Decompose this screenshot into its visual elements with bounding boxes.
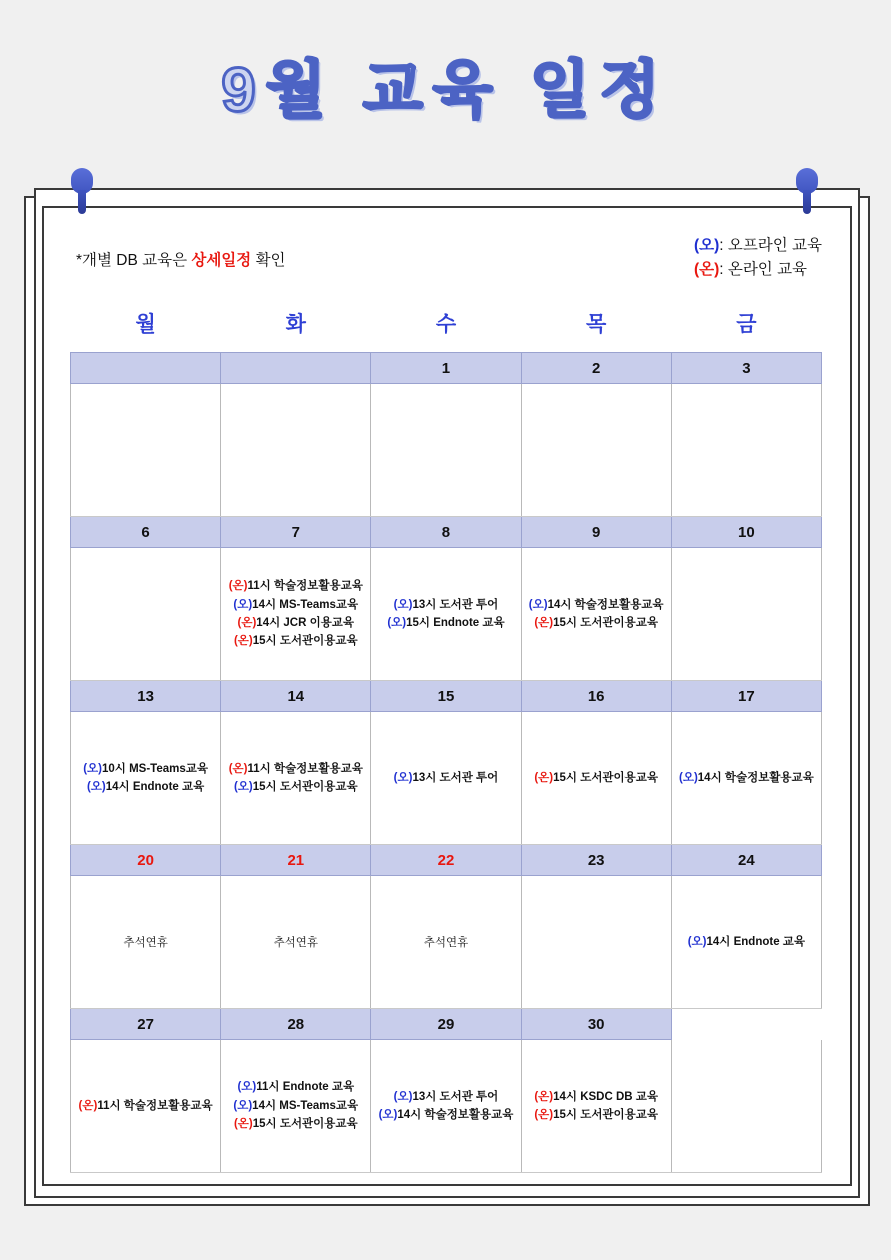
calendar-event xyxy=(373,1106,518,1124)
event-offline-tag: (오) xyxy=(233,1099,253,1112)
calendar-event xyxy=(223,1078,368,1096)
calendar-day-cell xyxy=(521,712,671,845)
legend-online-tag: (온) xyxy=(693,261,720,279)
calendar-day-cell xyxy=(221,384,371,517)
event-text: 11시 Endnote 교육 xyxy=(256,1081,355,1094)
calendar-day-cell xyxy=(671,876,821,1009)
calendar-day-number: 8 xyxy=(371,517,521,548)
event-online-tag: (온) xyxy=(534,771,554,784)
event-offline-tag: (오) xyxy=(86,781,106,793)
calendar-day-cell xyxy=(671,712,821,845)
pushpin-needle xyxy=(78,190,86,214)
event-text: 11시 학술정보활용교육 xyxy=(247,580,363,593)
note-highlight: 상세일정 xyxy=(191,252,252,269)
calendar-event xyxy=(223,596,368,614)
calendar-event xyxy=(524,1106,669,1124)
legend-offline-tag: (오) xyxy=(693,237,720,254)
event-online-tag: (온) xyxy=(233,1118,253,1131)
calendar-day-number: 27 xyxy=(71,1009,221,1040)
calendar-events-row xyxy=(71,712,822,845)
legend xyxy=(694,234,822,282)
calendar-day-number: 9 xyxy=(521,517,671,548)
event-online-tag: (온) xyxy=(228,580,248,593)
calendar-day-number: 23 xyxy=(521,845,671,876)
event-online-tag: (온) xyxy=(534,1090,554,1103)
holiday-label: 추석연휴 xyxy=(123,937,168,949)
calendar-day-number-empty xyxy=(71,353,221,384)
holiday-label: 추석연휴 xyxy=(423,937,469,949)
calendar-day-cell xyxy=(71,712,221,845)
calendar-daynum-row xyxy=(71,1009,822,1040)
calendar-events-row xyxy=(71,876,822,1009)
calendar-day-number-empty xyxy=(221,353,371,384)
calendar-daynum-row xyxy=(71,845,822,876)
calendar-day-number: 13 xyxy=(71,681,221,712)
calendar-day-cell xyxy=(671,1040,821,1173)
event-text: 14시 Endnote 교육 xyxy=(105,781,205,793)
calendar-event xyxy=(223,632,368,650)
calendar-day-number: 3 xyxy=(671,353,821,384)
calendar-event xyxy=(223,778,368,796)
weekday-thu: 목 xyxy=(586,313,607,336)
calendar-day-cell xyxy=(371,384,521,517)
calendar-day-cell xyxy=(671,384,821,517)
event-text: 15시 Endnote 교육 xyxy=(406,617,505,629)
calendar-day-cell xyxy=(221,548,371,681)
calendar-event xyxy=(223,1097,368,1115)
event-text: 13시 도서관 투어 xyxy=(412,598,499,611)
calendar-day-number: 21 xyxy=(221,845,371,876)
legend-item-online xyxy=(694,258,822,282)
holiday-label: 추석연휴 xyxy=(273,937,318,949)
calendar-day-number: 7 xyxy=(221,517,371,548)
calendar-day-cell xyxy=(521,1040,671,1173)
event-text: 15시 도서관이용교육 xyxy=(553,1109,658,1121)
event-offline-tag: (오) xyxy=(233,598,253,611)
calendar-day-number: 24 xyxy=(671,845,821,876)
event-text: 14시 학술정보활용교육 xyxy=(397,1109,514,1121)
event-online-tag: (온) xyxy=(233,635,253,648)
calendar-event xyxy=(373,614,518,632)
calendar-event xyxy=(373,1088,518,1106)
weekday-mon: 월 xyxy=(135,313,156,336)
pushpin-needle xyxy=(803,190,811,214)
event-text: 15시 도서관이용교육 xyxy=(252,1118,358,1131)
calendar-daynum-row xyxy=(71,681,822,712)
calendar-day-cell xyxy=(371,1040,521,1173)
calendar-day-cell xyxy=(521,384,671,517)
calendar-event xyxy=(223,760,368,778)
calendar-event xyxy=(524,614,669,632)
event-online-tag: (온) xyxy=(534,1109,554,1121)
calendar-day-cell xyxy=(371,876,521,1009)
calendar-day-cell xyxy=(671,548,821,681)
weekday-tue: 화 xyxy=(285,313,306,336)
event-offline-tag: (오) xyxy=(393,771,413,784)
event-text: 14시 학술정보활용교육 xyxy=(547,598,664,611)
legend-offline-label: : 오프라인 교육 xyxy=(719,237,822,254)
calendar-event xyxy=(373,596,518,614)
calendar-event xyxy=(73,778,218,796)
event-text: 15시 도서관이용교육 xyxy=(553,617,658,629)
calendar-day-cell xyxy=(371,548,521,681)
event-offline-tag: (오) xyxy=(83,762,102,775)
calendar-day-number: 17 xyxy=(671,681,821,712)
calendar-daynum-row xyxy=(71,517,822,548)
event-text: 15시 도서관이용교육 xyxy=(553,771,658,784)
detail-schedule-note xyxy=(76,248,286,270)
event-offline-tag: (오) xyxy=(687,935,707,948)
calendar-day-cell xyxy=(71,548,221,681)
event-text: 14시 Endnote 교육 xyxy=(706,935,806,948)
event-text: 11시 학술정보활용교육 xyxy=(247,762,363,775)
event-text: 13시 도서관 투어 xyxy=(412,1090,499,1103)
event-text: 13시 도서관 투어 xyxy=(412,771,499,784)
calendar-day-cell xyxy=(71,384,221,517)
calendar-event xyxy=(73,1097,218,1115)
event-offline-tag: (오) xyxy=(387,617,407,629)
calendar-day-cell xyxy=(221,876,371,1009)
calendar-event xyxy=(524,1088,669,1106)
calendar-event xyxy=(674,933,819,951)
pushpin-icon-left xyxy=(71,168,93,214)
event-text: 14시 MS-Teams교육 xyxy=(252,1099,359,1112)
pushpin-icon-right xyxy=(796,168,818,214)
event-text: 14시 JCR 이용교육 xyxy=(256,617,355,629)
calendar-event xyxy=(524,596,669,614)
event-offline-tag: (오) xyxy=(679,771,698,784)
legend-online-label: : 온라인 교육 xyxy=(719,261,808,279)
calendar-event xyxy=(223,1115,368,1133)
calendar-day-number: 6 xyxy=(71,517,221,548)
event-online-tag: (온) xyxy=(78,1099,98,1112)
calendar-day-number-empty xyxy=(671,1009,821,1040)
calendar-day-number: 14 xyxy=(221,681,371,712)
calendar-body xyxy=(71,353,822,1173)
calendar-day-number: 2 xyxy=(521,353,671,384)
event-text: 14시 학술정보활용교육 xyxy=(697,771,814,784)
calendar-day-cell xyxy=(221,712,371,845)
calendar-daynum-row xyxy=(71,353,822,384)
calendar-events-row xyxy=(71,384,822,517)
header-row xyxy=(68,230,826,296)
event-text: 14시 MS-Teams교육 xyxy=(252,598,359,611)
calendar-event xyxy=(674,769,819,787)
event-offline-tag: (오) xyxy=(237,1081,257,1094)
poster-title-area xyxy=(0,40,891,129)
calendar-day-cell xyxy=(221,1040,371,1173)
legend-item-offline xyxy=(694,234,822,258)
event-text: 11시 학술정보활용교육 xyxy=(97,1099,213,1112)
event-online-tag: (온) xyxy=(534,617,554,629)
calendar-day-cell xyxy=(521,876,671,1009)
calendar-event xyxy=(524,769,669,787)
calendar-event xyxy=(73,760,218,778)
event-offline-tag: (오) xyxy=(378,1109,398,1121)
calendar-event xyxy=(223,577,368,595)
calendar-day-number: 22 xyxy=(371,845,521,876)
note-suffix: 확인 xyxy=(251,252,286,269)
note-prefix: *개별 DB 교육은 xyxy=(76,252,192,269)
calendar-day-cell xyxy=(371,712,521,845)
event-offline-tag: (오) xyxy=(393,598,413,611)
calendar-events-row xyxy=(71,1040,822,1173)
event-offline-tag: (오) xyxy=(393,1090,413,1103)
calendar-day-number: 20 xyxy=(71,845,221,876)
event-offline-tag: (오) xyxy=(233,781,253,793)
calendar-day-cell xyxy=(71,876,221,1009)
schedule-calendar xyxy=(70,302,822,1173)
page-title: 9월 교육 일정 xyxy=(221,56,670,125)
calendar-day-number: 1 xyxy=(371,353,521,384)
calendar-day-number: 30 xyxy=(521,1009,671,1040)
calendar-day-cell xyxy=(521,548,671,681)
event-offline-tag: (오) xyxy=(528,598,548,611)
event-text: 14시 KSDC DB 교육 xyxy=(553,1090,658,1103)
calendar-day-number: 10 xyxy=(671,517,821,548)
calendar-event xyxy=(223,614,368,632)
calendar-day-number: 28 xyxy=(221,1009,371,1040)
event-text: 15시 도서관이용교육 xyxy=(252,635,358,648)
weekday-wed: 수 xyxy=(435,313,457,336)
calendar-day-number: 29 xyxy=(371,1009,521,1040)
calendar-day-number: 15 xyxy=(371,681,521,712)
event-text: 10시 MS-Teams교육 xyxy=(101,762,208,775)
event-text: 15시 도서관이용교육 xyxy=(252,781,358,793)
weekday-fri: 금 xyxy=(736,313,757,336)
calendar-content xyxy=(42,206,852,1186)
event-online-tag: (온) xyxy=(228,762,248,775)
calendar-day-cell xyxy=(71,1040,221,1173)
calendar-event xyxy=(373,769,518,787)
calendar-day-number: 16 xyxy=(521,681,671,712)
weekday-header-row xyxy=(71,302,822,353)
event-online-tag: (온) xyxy=(237,617,257,629)
calendar-events-row xyxy=(71,548,822,681)
